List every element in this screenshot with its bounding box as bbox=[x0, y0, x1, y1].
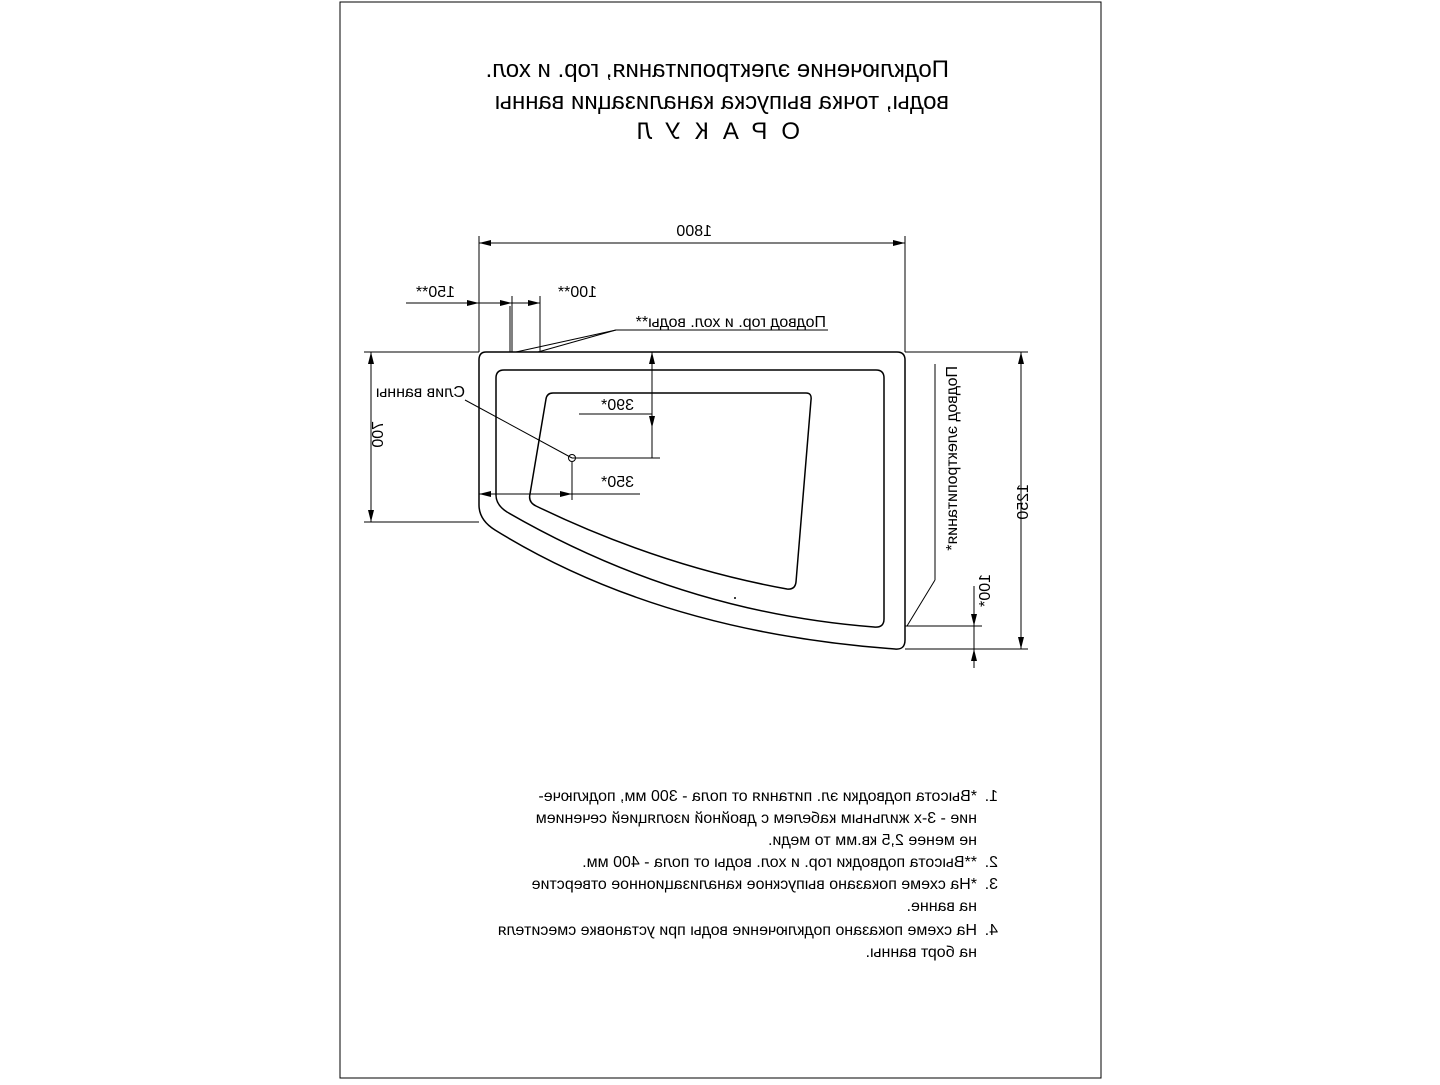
note-1-line-2: ние - 3-х жильным кабелем с двойной изоляцией сечением bbox=[535, 810, 977, 827]
dimension-labels bbox=[376, 223, 826, 491]
sheet-frame bbox=[340, 2, 1101, 1078]
dim-1800: 1800 bbox=[676, 223, 712, 240]
dim-100-top: 100** bbox=[557, 284, 597, 301]
note-3-line-2: на ванне. bbox=[906, 898, 977, 915]
dim-350: 350* bbox=[601, 474, 634, 491]
note-4-line-2: на борт ванны. bbox=[865, 944, 977, 961]
notes bbox=[498, 788, 998, 961]
dimensions bbox=[364, 236, 1028, 668]
dim-150: 150** bbox=[415, 284, 455, 301]
title-line-2: воды, точка выпуска канализации ванны bbox=[494, 88, 949, 115]
title-line-1: Подключение электропитания, гор. и хол. bbox=[485, 56, 949, 83]
dim-700: 700 bbox=[370, 421, 387, 448]
note-2-line-1: **Высота подводки гор. и хол. воды от пола - 400 мм. bbox=[582, 854, 977, 871]
dim-100-right: 100* bbox=[977, 574, 994, 607]
label-drain: Слив ванны bbox=[375, 384, 465, 401]
title-line-3: ОРАКУЛ bbox=[622, 118, 800, 145]
note-1-line-3: не менее 2,5 кв.мм то меди. bbox=[768, 832, 977, 849]
bathtub-inner-rim bbox=[496, 370, 884, 627]
note-1-line-1: *Высота подводки эл. питания от пола - 300 мм, подключе- bbox=[538, 788, 977, 805]
note-2-num: 2. bbox=[984, 854, 998, 871]
note-3-line-1: *На схеме показано выпускное канализационное отверстие bbox=[531, 876, 977, 893]
note-4-num: 4. bbox=[984, 922, 998, 939]
label-power-supply: Подвод электропитания* bbox=[944, 366, 961, 551]
note-4-line-1: На схеме показано подключение воды при установке смесителя bbox=[497, 922, 977, 939]
title-block bbox=[486, 56, 949, 145]
note-3-num: 3. bbox=[984, 876, 998, 893]
label-water-supply: Подвод гор. и хол. воды** bbox=[635, 314, 826, 331]
center-mark bbox=[734, 597, 736, 599]
note-1-num: 1. bbox=[984, 788, 998, 805]
bathtub bbox=[479, 352, 905, 649]
dim-1250: 1250 bbox=[1015, 484, 1032, 520]
dim-390: 390* bbox=[601, 397, 634, 414]
bathtub-outer-rim bbox=[479, 352, 905, 649]
